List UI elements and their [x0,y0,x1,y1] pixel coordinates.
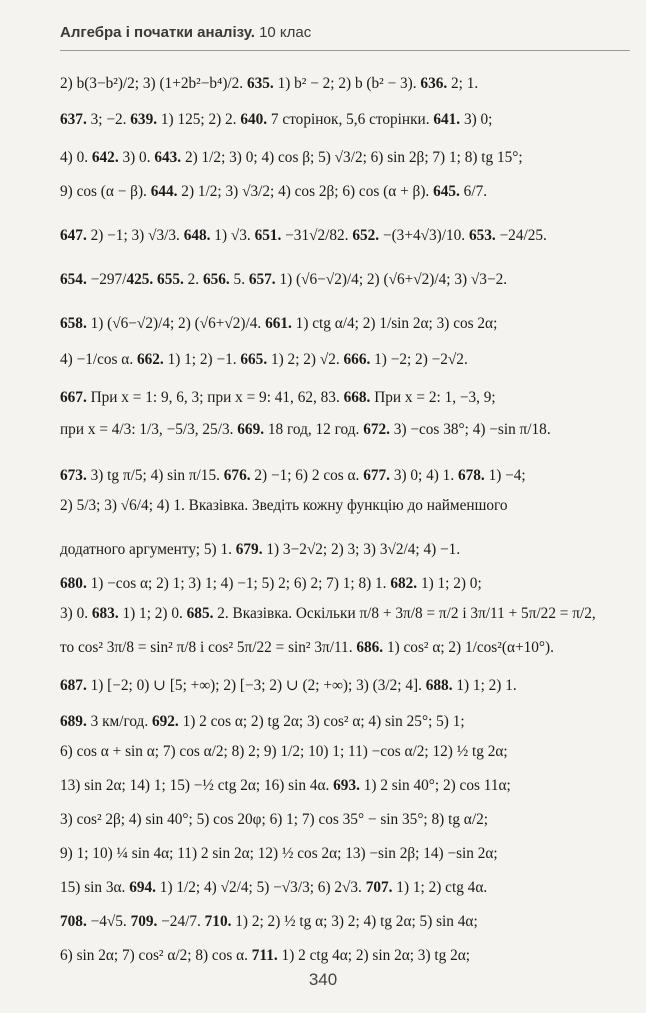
task-number: 689. [60,713,87,730]
task-number: 657. [248,271,276,288]
task-number: 640. [240,111,268,128]
task-number: 648. [183,227,211,244]
answer-line: додатного аргументу; 5) 1. 679. 1) 3−2√2; 2) 3; 3) 3√2/4; 4) −1. [60,541,461,558]
task-number: 669. [237,421,265,438]
answer-line: 2) 5/3; 3) √6/4; 4) 1. Вказівка. Зведіть кожну функцію до найменшого [60,497,508,514]
answer-line: 6) cos α + sin α; 7) cos α/2; 8) 2; 9) 1/2; 10) 1; 11) −cos α/2; 12) ½ tg 2α; [60,743,508,760]
answer-line: 689. 3 км/год. 692. 1) 2 cos α; 2) tg 2α; 3) cos² α; 4) sin 25°; 5) 1; [60,713,465,730]
answer-line: 3) 0. 683. 1) 1; 2) 0. 685. 2. Вказівка. Оскільки π/8 + 3π/8 = π/2 і 3π/11 + 5π/22 = π/2, [60,605,596,622]
answer-line: 708. −4√5. 709. −24/7. 710. 1) 2; 2) ½ tg α; 3) 2; 4) tg 2α; 5) sin 4α; [60,913,478,930]
answer-line: 680. 1) −cos α; 2) 1; 3) 1; 4) −1; 5) 2; 6) 2; 7) 1; 8) 1. 682. 1) 1; 2) 0; [60,575,482,592]
task-number: 679. [235,541,263,558]
task-number: 637. [60,111,87,128]
task-number: 692. [151,713,179,730]
task-number: 635. [246,75,274,92]
answer-line: 6) sin 2α; 7) cos² α/2; 8) cos α. 711. 1) 2 ctg 4α; 2) sin 2α; 3) tg 2α; [60,947,471,964]
task-number: 653. [468,227,496,244]
task-number: 682. [390,575,418,592]
task-number: 678. [457,467,485,484]
answer-line: 2) b(3−b²)/2; 3) (1+2b²−b⁴)/2. 635. 1) b² − 2; 2) b (b² − 3). 636. 2; 1. [60,75,479,92]
task-number: 672. [363,421,390,438]
answer-line: то cos² 3π/8 = sin² π/8 і cos² 5π/22 = sin² 3π/11. 686. 1) cos² α; 2) 1/cos²(α+10°). [60,639,554,656]
task-number: 651. [254,227,282,244]
task-number: 641. [433,111,461,128]
task-number: 685. [186,605,214,622]
task-number: 680. [60,575,87,592]
task-number: 676. [223,467,251,484]
task-number: 636. [420,75,448,92]
answer-line: 673. 3) tg π/5; 4) sin π/15. 676. 2) −1; 6) 2 cos α. 677. 3) 0; 4) 1. 678. 1) −4; [60,467,526,484]
task-number: 645. [433,183,460,200]
answer-line: 3) cos² 2β; 4) sin 40°; 5) cos 20φ; 6) 1; 7) cos 35° − sin 35°; 8) tg α/2; [60,811,488,828]
task-number: 673. [60,467,87,484]
task-number: 656. [202,271,230,288]
answer-line: 9) 1; 10) ¼ sin 4α; 11) 2 sin 2α; 12) ½ cos 2α; 13) −sin 2β; 14) −sin 2α; [60,845,498,862]
task-number: 710. [204,913,232,930]
task-number: 686. [356,639,384,656]
task-number: 654. [60,271,87,288]
answer-line: 637. 3; −2. 639. 1) 125; 2) 2. 640. 7 сторінок, 5,6 сторінки. 641. 3) 0; [60,111,493,128]
task-number: 708. [60,913,87,930]
task-number: 425. [126,271,154,288]
task-number: 677. [363,467,390,484]
task-number: 667. [60,389,87,406]
grade-label: 10 клас [259,24,312,41]
task-number: 688. [425,677,453,694]
answer-line: 647. 2) −1; 3) √3/3. 648. 1) √3. 651. −31√2/82. 652. −(3+4√3)/10. 653. −24/25. [60,227,547,244]
answer-line: 667. При x = 1: 9, 6, 3; при x = 9: 41, 62, 83. 668. При x = 2: 1, −3, 9; [60,389,496,406]
task-number: 644. [150,183,178,200]
task-number: 647. [60,227,87,244]
task-number: 652. [352,227,380,244]
header-rule [60,50,630,51]
answer-line: 687. 1) [−2; 0) ∪ [5; +∞); 2) [−3; 2) ∪ (2; +∞); 3) (3/2; 4]. 688. 1) 1; 2) 1. [60,677,517,694]
task-number: 639. [130,111,158,128]
answer-line: 13) sin 2α; 14) 1; 15) −½ ctg 2α; 16) sin 4α. 693. 1) 2 sin 40°; 2) cos 11α; [60,777,511,794]
page-number: 340 [308,970,338,989]
task-number: 694. [129,879,156,896]
answer-line: 4) −1/cos α. 662. 1) 1; 2) −1. 665. 1) 2; 2) √2. 666. 1) −2; 2) −2√2. [60,351,468,368]
task-number: 683. [91,605,119,622]
task-number: 642. [91,149,119,166]
task-number: 711. [251,947,278,964]
answer-line: 658. 1) (√6−√2)/4; 2) (√6+√2)/4. 661. 1) ctg α/4; 2) 1/sin 2α; 3) cos 2α; [60,315,498,332]
task-number: 668. [343,389,371,406]
book-title: Алгебра і початки аналізу. [60,24,255,41]
running-header [60,24,630,41]
answer-line: 9) cos (α − β). 644. 2) 1/2; 3) √3/2; 4) cos 2β; 6) cos (α + β). 645. 6/7. [60,183,488,200]
task-number: 661. [265,315,292,332]
task-number: 658. [60,315,87,332]
task-number: 655. [157,271,184,288]
task-number: 709. [130,913,158,930]
task-number: 665. [240,351,268,368]
answer-line: 15) sin 3α. 694. 1) 1/2; 4) √2/4; 5) −√3/3; 6) 2√3. 707. 1) 1; 2) ctg 4α. [60,879,488,896]
task-number: 643. [154,149,182,166]
task-number: 662. [136,351,164,368]
answer-line: 654. −297/425. 655. 2. 656. 5. 657. 1) (√6−√2)/4; 2) (√6+√2)/4; 3) √3−2. [60,271,508,288]
task-number: 666. [343,351,371,368]
answer-line: при x = 4/3: 1/3, −5/3, 25/3. 669. 18 год, 12 год. 672. 3) −cos 38°; 4) −sin π/18. [60,421,551,438]
task-number: 693. [333,777,360,794]
answer-line: 4) 0. 642. 3) 0. 643. 2) 1/2; 3) 0; 4) cos β; 5) √3/2; 6) sin 2β; 7) 1; 8) tg 15°; [60,149,523,166]
task-number: 687. [60,677,87,694]
task-number: 707. [365,879,393,896]
